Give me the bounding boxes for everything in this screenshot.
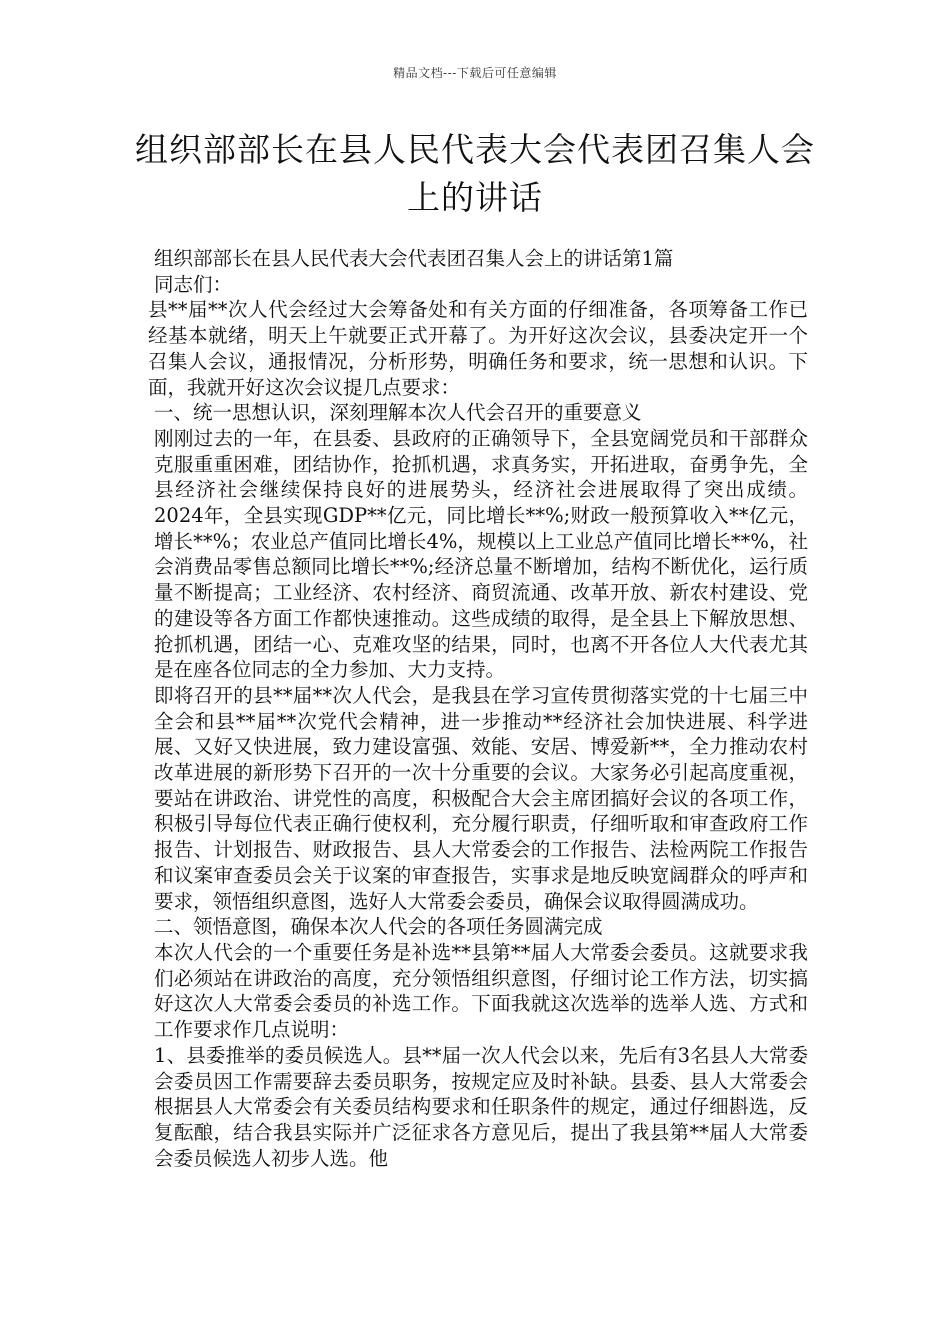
paragraph-election-task: 本次人代会的一个重要任务是补选**县第**届人大常委会委员。这就要求我们必须站在讲政治的高度，充分领悟组织意图，仔细讨论工作方法，切实搞好这次人大常委会委员的补选工作。下面我就这次选举的选举人选、方式和工作要求作几点说明： (154, 940, 808, 1042)
salutation: 同志们： (154, 272, 233, 296)
section-heading-1: 一、统一思想认识，深刻理解本次人代会召开的重要意义 (154, 401, 642, 425)
page-header: 精品文档---下载后可任意编辑 (393, 66, 557, 80)
paragraph-achievements: 刚刚过去的一年，在县委、县政府的正确领导下，全县宽阔党员和干部群众克服重重困难，团结协作，抢抓机遇，求真务实，开拓进取，奋勇争先，全县经济社会继续保持良好的进展势头，经济社会进展取得了突出成绩。2024年，全县实现GDP**亿元，同比增长**%;财政一般预算收入**亿元，增长**%；农业总产值同比增长4%，规模以上工业总产值同比增长**%，社会消费品零售总额同比增长**%;经济总量不断增加，结构不断优化，运行质量不断提高；工业经济、农村经济、商贸流通、改革开放、新农村建设、党的建设等各方面工作都快速推动。这些成绩的取得，是全县上下解放思想、抢抓机遇，团结一心、克难攻坚的结果，同时，也离不开各位人大代表尤其是在座各位同志的全力参加、大力支持。 (154, 426, 808, 682)
document-title: 组织部部长在县人民代表大会代表团召集人会上的讲话 (135, 130, 815, 217)
document-subtitle: 组织部部长在县人民代表大会代表团召集人会上的讲话第1篇 (154, 247, 674, 270)
paragraph-intro: 县**届**次人代会经过大会筹备处和有关方面的仔细准备，各项筹备工作已经基本就绪，明天上午就要正式开幕了。为开好这次会议，县委决定开一个召集人会议，通报情况，分析形势，明确任务和要求，统一思想和认识。下面，我就开好这次会议提几点要求： (148, 298, 808, 399)
paragraph-meeting-importance: 即将召开的县**届**次人代会，是我县在学习宣传贯彻落实党的十七届三中全会和县**届**次党代会精神，进一步推动**经济社会加快进展、科学进展、又好又快进展，致力建设富强、效能、安居、博爱新**，全力推动农村改革进展的新形势下召开的一次十分重要的会议。大家务必引起高度重视，要站在讲政治、讲党性的高度，积极配合大会主席团搞好会议的各项工作，积极引导每位代表正确行使权利，充分履行职责，仔细听取和审查政府工作报告、计划报告、财政报告、县人大常委会的工作报告、法检两院工作报告和议案审查委员会关于议案的审查报告，实事求是地反映宽阔群众的呼声和要求，领悟组织意图，选好人大常委会委员，确保会议取得圆满成功。 (154, 683, 808, 913)
section-heading-2: 二、领悟意图，确保本次人代会的各项任务圆满完成 (154, 915, 603, 939)
document-body (144, 246, 808, 1171)
paragraph-candidates: 1、县委推举的委员候选人。县**届一次人代会以来，先后有3名县人大常委会委员因工作需要辞去委员职务，按规定应及时补缺。县委、县人大常委会根据县人大常委会有关委员结构要求和任职条件的规定，通过仔细斟选，反复酝酿，结合我县实际并广泛征求各方意见后，提出了我县第**届人大常委会委员候选人初步人选。他 (154, 1043, 808, 1170)
